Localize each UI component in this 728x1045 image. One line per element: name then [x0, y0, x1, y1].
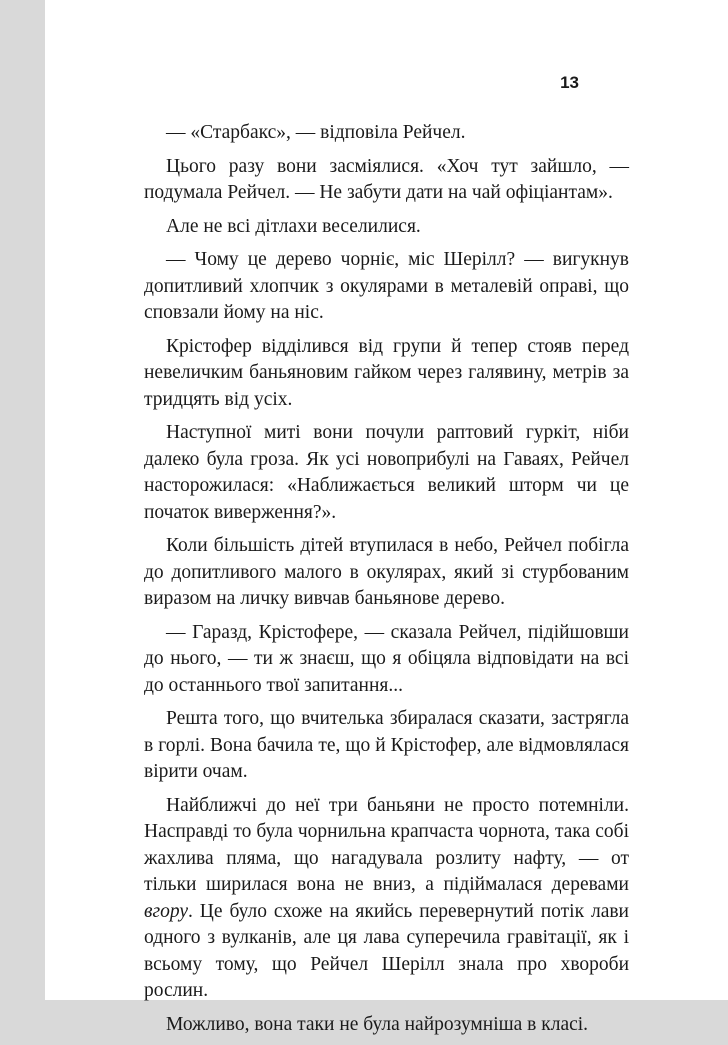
paragraph-1: — «Старбакс», — відповіла Рейчел.	[166, 122, 466, 143]
paragraph-8: — Гаразд, Крістофере, — сказала Рейчел, підійшовши до нього, — ти ж знаєш, що я обіцяла відповідати на всі до останнього твої запитання...	[144, 621, 629, 696]
paragraph-10	[144, 793, 629, 1005]
paragraph-11: Можливо, вона таки не була найрозумніша в класі.	[166, 1013, 589, 1035]
paragraph-9: Решта того, що вчителька збиралася сказати, застрягла в горлі. Вона бачила те, що й Крістофер, але відмовлялася вірити очам.	[144, 708, 629, 782]
paragraph-3: Але не всі дітлахи веселилися.	[166, 215, 421, 237]
paragraph-5: Крістофер відділився від групи й тепер стояв перед невеличким баньяновим гайком через галявину, метрів за тридцять від усіх.	[144, 335, 629, 410]
paragraph-6: Наступної миті вони почули раптовий гуркіт, ніби далеко була гроза. Як усі новоприбулі на Гаваях, Рейчел насторожилася: «Наближається великий шторм чи це початок виверження?».	[144, 422, 629, 523]
book-page	[45, 0, 728, 1035]
page-number: 13	[560, 73, 579, 92]
paragraph-2: Цього разу вони засміялися. «Хоч тут зайшло, — подумала Рейчел. — Не забути дати на чай офіціантам».	[144, 155, 629, 203]
body-text	[144, 120, 629, 1045]
paragraph-10-start: Найближчі до неї три баньяни не просто потемніли. Насправді то була чорнильна крапчаста чорнота, така собі жахлива пляма, що нагадувала розлиту нафту, — от тільки ширилася вона не вниз, а підіймалася деревами	[144, 794, 629, 895]
paragraph-4: — Чому це дерево чорніє, міс Шерілл? — вигукнув допитливий хлопчик з окулярами в металевій оправі, що сповзали йому на ніс.	[144, 249, 629, 323]
paragraph-10-emphasis: вгору	[144, 900, 188, 922]
paragraph-7: Коли більшість дітей втупилася в небо, Рейчел побігла до допитливого малого в окулярах, який зі стурбованим виразом на личку вивчав баньянове дерево.	[144, 535, 629, 609]
paragraph-10-end: . Це було схоже на якийсь перевернутий потік лави одного з вулканів, але ця лава суперечила гравітації, як і всьому тому, що Рейчел Шерілл знала про хвороби рослин.	[144, 900, 629, 1001]
